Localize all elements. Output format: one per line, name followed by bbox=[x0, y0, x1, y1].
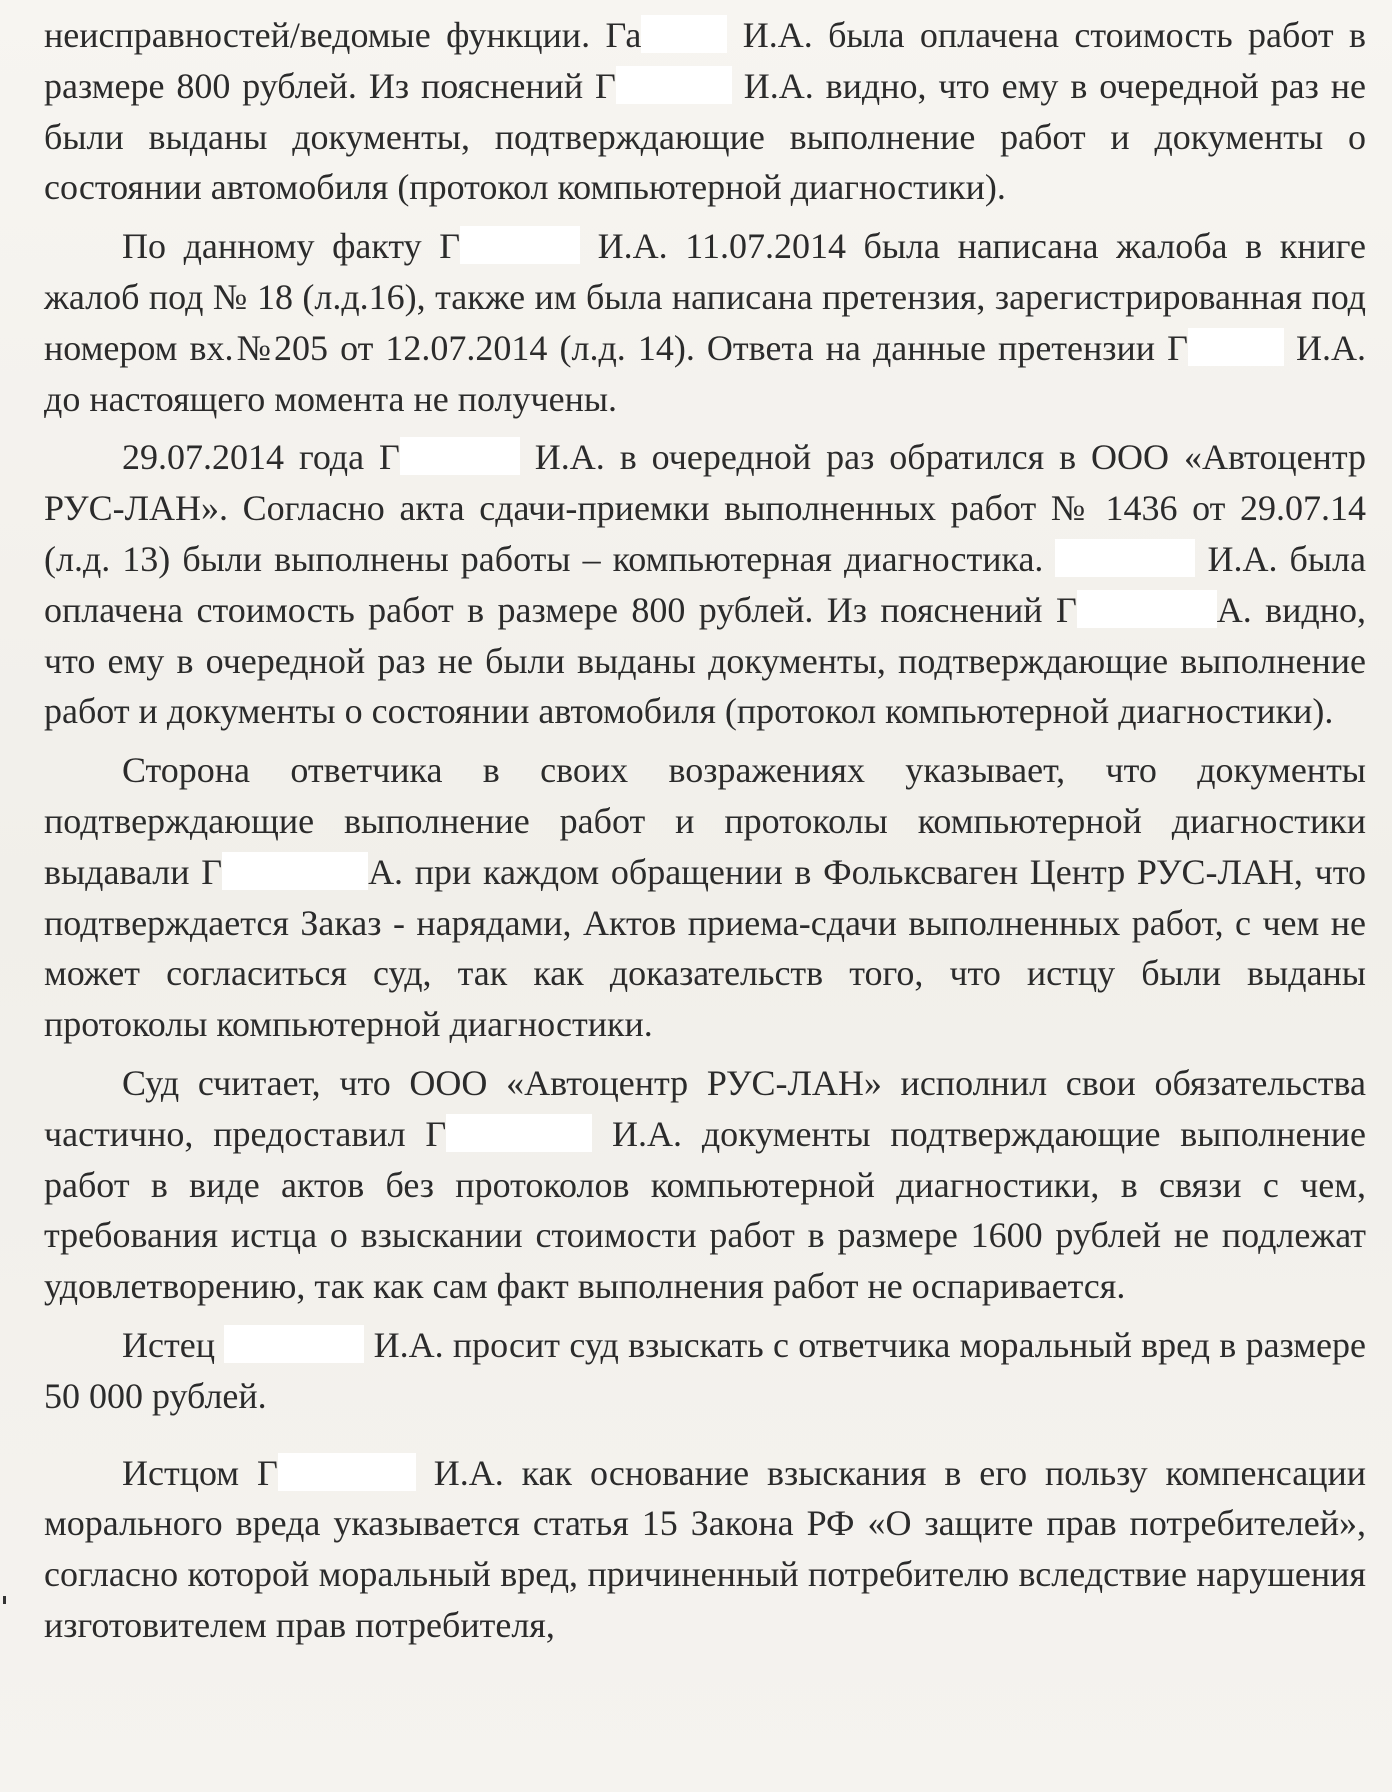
redaction-box bbox=[222, 852, 368, 890]
redaction-box bbox=[460, 226, 580, 264]
margin-mark bbox=[3, 1596, 6, 1604]
paragraph-4 bbox=[44, 745, 1366, 1050]
text-run: И.А. просит суд взыскать с ответчика моральный вред в размере 50 000 рублей. bbox=[44, 1324, 1366, 1416]
redaction-box bbox=[1055, 539, 1195, 577]
redaction-box bbox=[641, 15, 727, 53]
text-run: Сторона ответчика в своих возражениях указывает, что документы подтверждающие выполнение работ и протоколы компьютерной диагностики выдавали Г bbox=[44, 750, 1366, 892]
text-run: Суд считает, что ООО «Автоцентр РУС-ЛАН» исполнил свои обязательства частично, предоставил Г bbox=[44, 1062, 1366, 1154]
redaction-box bbox=[400, 437, 520, 475]
redaction-box bbox=[446, 1114, 592, 1152]
paragraph-1 bbox=[44, 10, 1366, 213]
document-body bbox=[44, 10, 1366, 1651]
paragraph-7 bbox=[44, 1448, 1366, 1651]
redaction-box bbox=[1077, 590, 1217, 628]
redaction-box bbox=[616, 66, 732, 104]
text-run: И.А. 11.07.2014 была написана жалоба в книге жалоб под № 18 (л.д.16), также им была написана претензия, зарегистрированная под номером вх.№205 от 12.07.2014 (л.д. 14). Ответа на данные претензии Г bbox=[44, 226, 1367, 368]
text-run: Истец bbox=[122, 1324, 225, 1365]
paragraph-5 bbox=[44, 1058, 1366, 1312]
paragraph-6 bbox=[44, 1320, 1366, 1422]
redaction-box bbox=[224, 1325, 364, 1363]
redaction-box bbox=[1188, 328, 1284, 366]
text-run: Истцом Г bbox=[122, 1452, 278, 1493]
text-run: И.А. как основание взыскания в его пользу компенсации морального вреда указывается статья 15 Закона РФ «О защите прав потребителей», согласно которой моральный вред, причиненный потребителю вследствие нарушения изготовителем прав потребителя, bbox=[44, 1452, 1366, 1645]
text-run: неисправностей/ведомые функции. Га bbox=[44, 15, 642, 55]
text-run: И.А. до настоящего момента не получены. bbox=[44, 327, 1366, 419]
paragraph-3 bbox=[44, 432, 1366, 737]
redaction-box bbox=[278, 1453, 416, 1491]
text-run: И.А. видно, что ему в очередной раз не были выданы документы, подтверждающие выполнение работ и документы о состоянии автомобиля (протокол компьютерной диагностики). bbox=[44, 65, 1366, 208]
text-run: А. при каждом обращении в Фольксваген Центр РУС-ЛАН, что подтверждается Заказ - нарядами, Актов приема-сдачи выполненных работ, с чем не может согласиться суд, так как доказательств того, что истцу были выданы протоколы компьютерной диагностики. bbox=[44, 851, 1367, 1045]
text-run: И.А. была оплачена стоимость работ в размере 800 рублей. Из пояснений Г bbox=[44, 15, 1366, 106]
text-run: И.А. документы подтверждающие выполнение работ в виде актов без протоколов компьютерной диагностики, в связи с чем, требования истца о взыскании стоимости работ в размере 1600 рублей не подлежат удовлетворению, так как сам факт выполнения работ не оспаривается. bbox=[44, 1113, 1366, 1307]
paragraph-2 bbox=[44, 221, 1366, 424]
text-run: 29.07.2014 года Г bbox=[122, 437, 400, 478]
text-run: И.А. была оплачена стоимость работ в размере 800 рублей. Из пояснений Г bbox=[44, 538, 1366, 630]
text-run: И.А. в очередной раз обратился в ООО «Автоцентр РУС-ЛАН». Согласно акта сдачи-приемки выполненных работ № 1436 от 29.07.14 (л.д. 13) были выполнены работы – компьютерная диагностика. bbox=[44, 437, 1366, 579]
text-run: По данному факту Г bbox=[122, 226, 461, 267]
text-run: А. видно, что ему в очередной раз не были выданы документы, подтверждающие выполнение работ и документы о состоянии автомобиля (протокол компьютерной диагностики). bbox=[44, 589, 1366, 732]
